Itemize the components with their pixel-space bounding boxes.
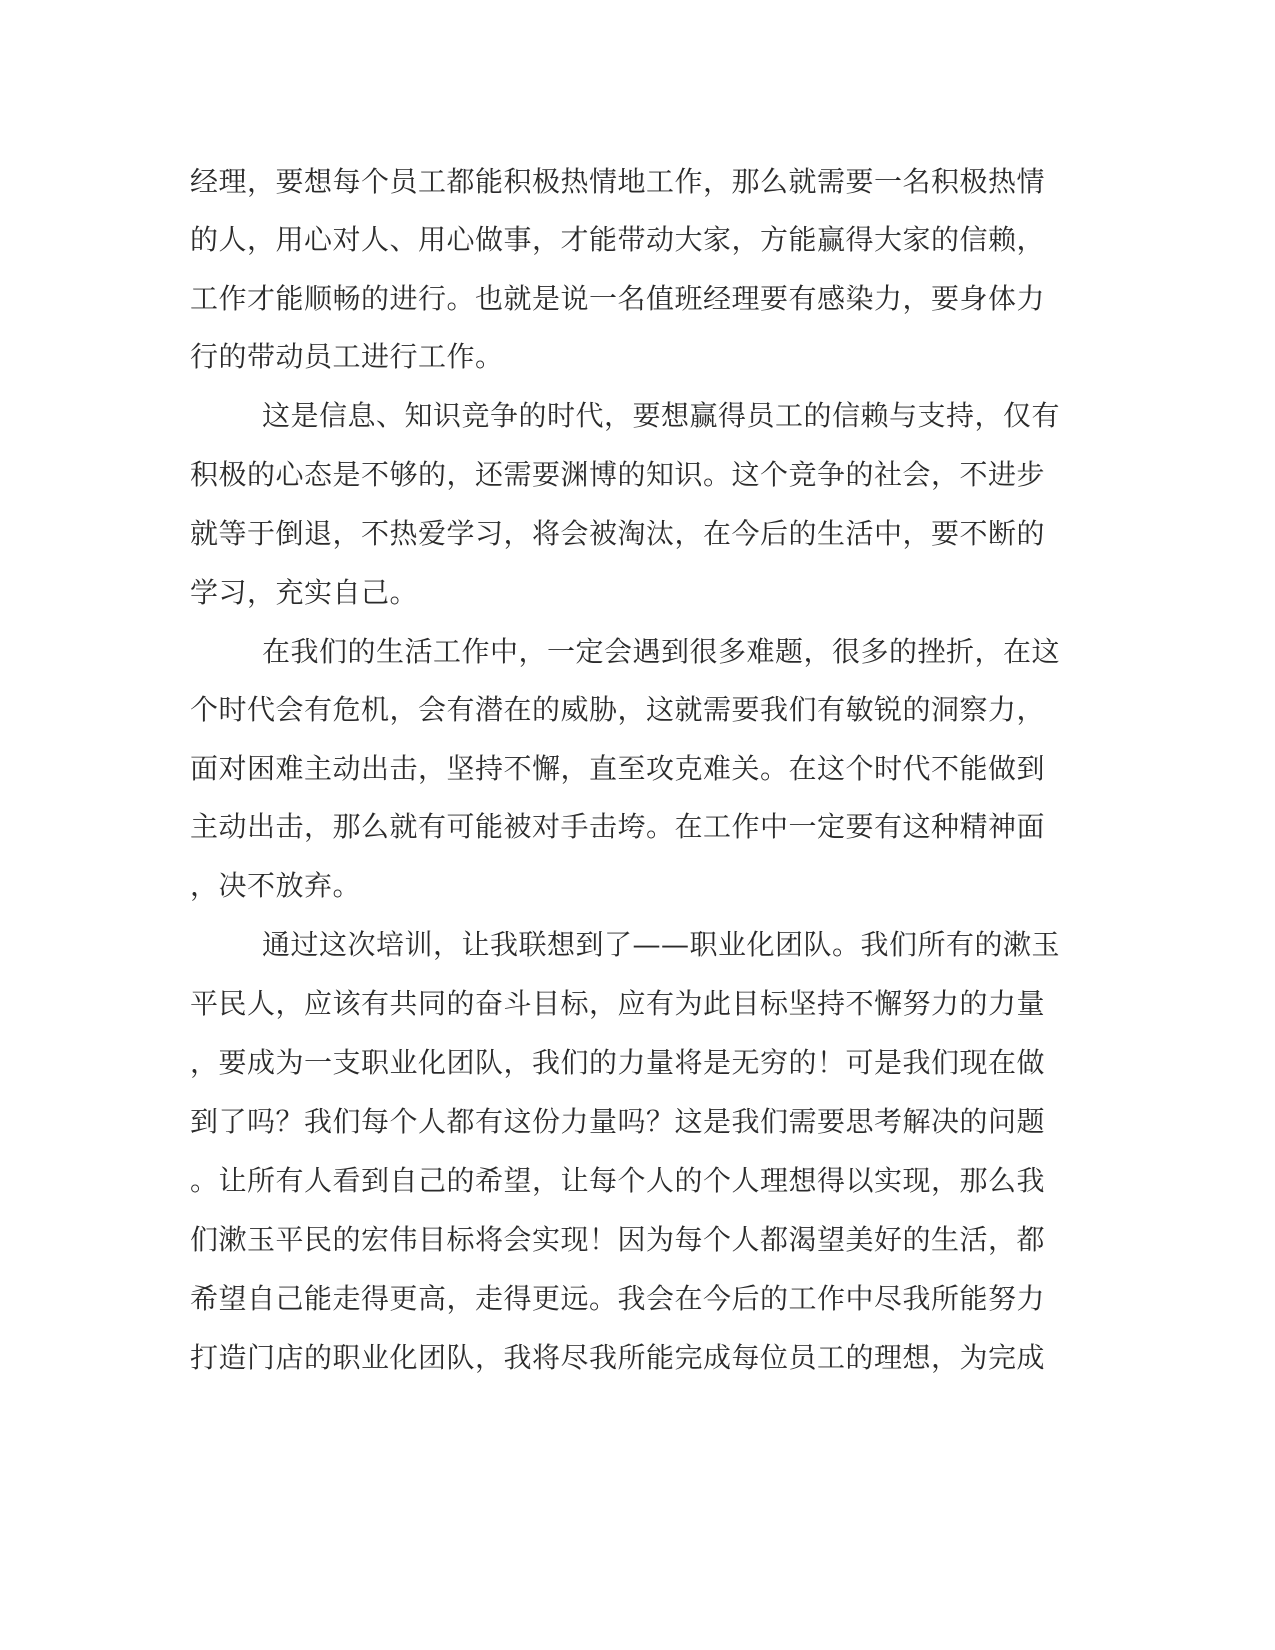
text-line: ，决不放弃。 — [190, 869, 362, 902]
text-line: ，要成为一支职业化团队，我们的力量将是无穷的！可是我们现在做 — [190, 1046, 1046, 1079]
text-line: 打造门店的职业化团队，我将尽我所能完成每位员工的理想，为完成 — [190, 1341, 1046, 1374]
text-line: 就等于倒退，不热爱学习，将会被淘汰，在今后的生活中，要不断的 — [190, 517, 1046, 550]
text-line: 的人，用心对人、用心做事，才能带动大家，方能赢得大家的信赖， — [190, 223, 1046, 256]
text-line: 个时代会有危机，会有潜在的威胁，这就需要我们有敏锐的洞察力， — [190, 693, 1046, 726]
text-line: 经理，要想每个员工都能积极热情地工作，那么就需要一名积极热情 — [190, 165, 1046, 198]
text-line: 希望自己能走得更高，走得更远。我会在今后的工作中尽我所能努力 — [190, 1282, 1046, 1315]
text-line: 学习，充实自己。 — [190, 576, 419, 609]
text-line: 面对困难主动出击，坚持不懈，直至攻克难关。在这个时代不能做到 — [190, 752, 1046, 785]
text-line: 工作才能顺畅的进行。也就是说一名值班经理要有感染力，要身体力 — [190, 282, 1046, 315]
text-line: 到了吗？我们每个人都有这份力量吗？这是我们需要思考解决的问题 — [190, 1105, 1046, 1138]
text-line: 积极的心态是不够的，还需要渊博的知识。这个竞争的社会，不进步 — [190, 458, 1046, 491]
text-line: 通过这次培训，让我联想到了——职业化团队。我们所有的漱玉 — [262, 928, 1061, 961]
text-line: 平民人，应该有共同的奋斗目标，应有为此目标坚持不懈努力的力量 — [190, 987, 1046, 1020]
text-line: 行的带动员工进行工作。 — [190, 340, 504, 373]
text-line: 在我们的生活工作中，一定会遇到很多难题，很多的挫折，在这 — [262, 635, 1061, 668]
text-line: 主动出击，那么就有可能被对手击垮。在工作中一定要有这种精神面 — [190, 810, 1046, 843]
text-line: 。让所有人看到自己的希望，让每个人的个人理想得以实现，那么我 — [190, 1164, 1046, 1197]
text-line: 这是信息、知识竞争的时代，要想赢得员工的信赖与支持，仅有 — [262, 399, 1061, 432]
text-line: 们漱玉平民的宏伟目标将会实现！因为每个人都渴望美好的生活，都 — [190, 1223, 1046, 1256]
